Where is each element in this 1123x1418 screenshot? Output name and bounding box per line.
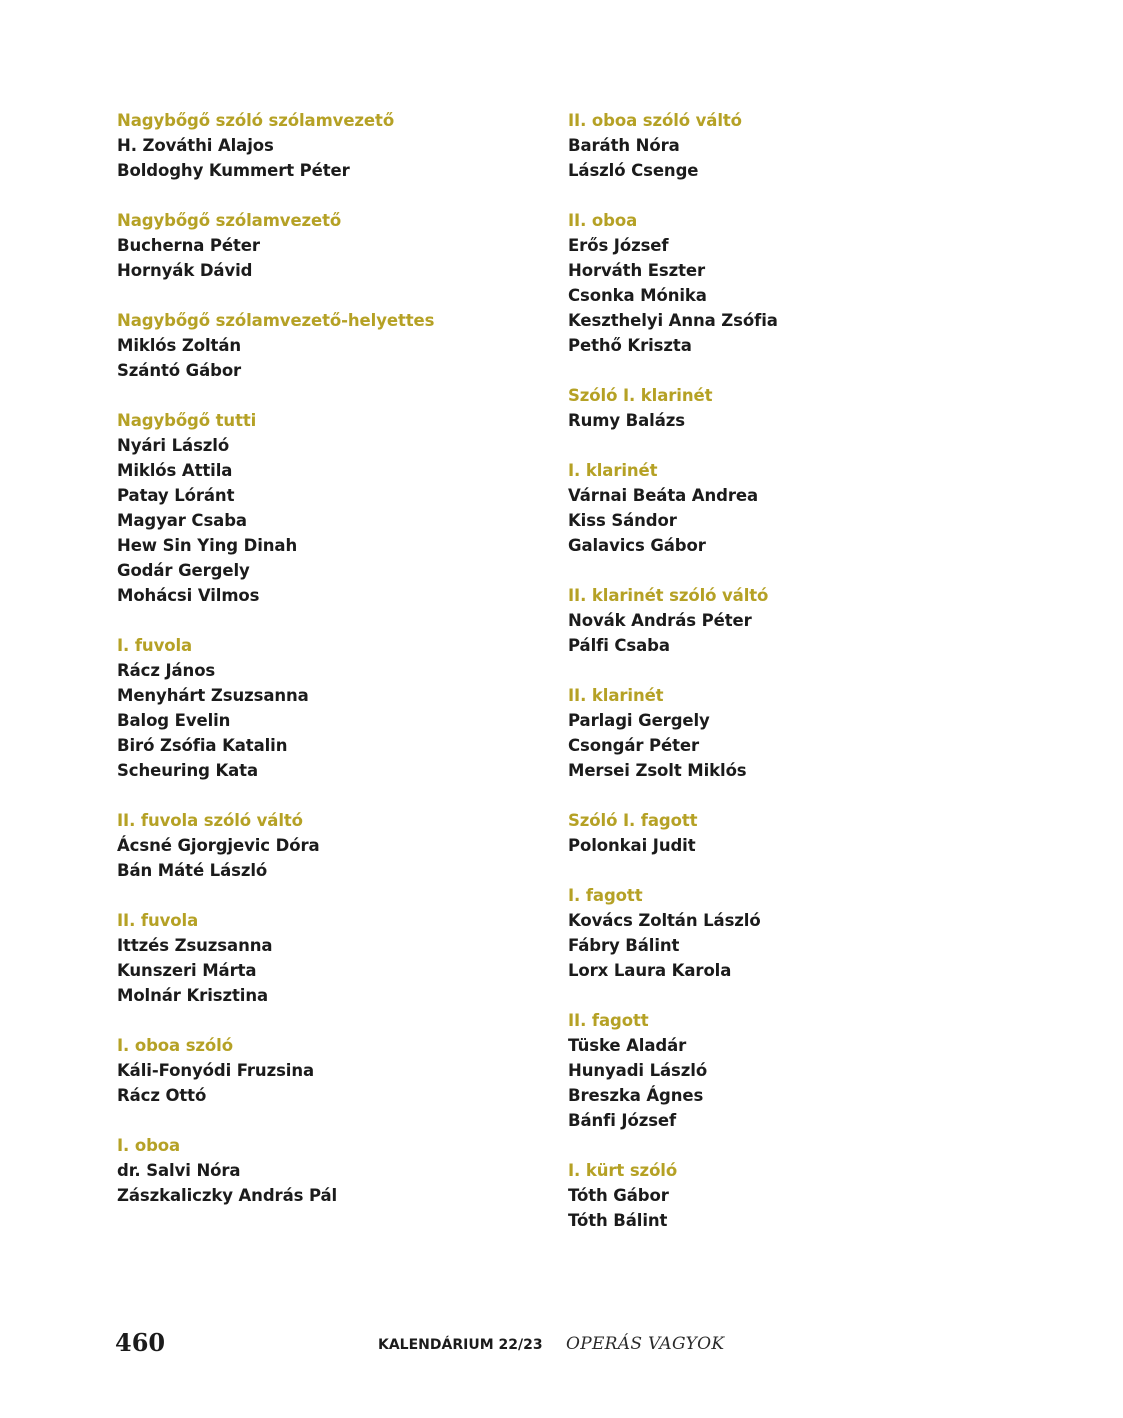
section-heading: Nagybőgő szólamvezető-helyettes bbox=[117, 311, 435, 330]
member-name: Rácz Ottó bbox=[117, 1086, 207, 1105]
roster-section bbox=[117, 908, 547, 1008]
member-name: Keszthelyi Anna Zsófia bbox=[568, 311, 778, 330]
member-name: Menyhárt Zsuzsanna bbox=[117, 686, 309, 705]
member-name: Galavics Gábor bbox=[568, 536, 706, 555]
roster-section bbox=[568, 1158, 998, 1233]
member-name: Mohácsi Vilmos bbox=[117, 586, 260, 605]
member-name: Godár Gergely bbox=[117, 561, 250, 580]
member-name: Erős József bbox=[568, 236, 669, 255]
roster-section bbox=[568, 1008, 998, 1133]
member-name: Szántó Gábor bbox=[117, 361, 242, 380]
section-heading: II. fuvola bbox=[117, 911, 199, 930]
section-heading: II. fuvola szóló váltó bbox=[117, 811, 303, 830]
section-heading: I. fuvola bbox=[117, 636, 193, 655]
roster-section bbox=[568, 883, 998, 983]
member-name: Pálfi Csaba bbox=[568, 636, 670, 655]
member-name: Parlagi Gergely bbox=[568, 711, 710, 730]
roster-section bbox=[117, 108, 547, 183]
member-name: Pethő Kriszta bbox=[568, 336, 692, 355]
member-name: Káli-Fonyódi Fruzsina bbox=[117, 1061, 315, 1080]
member-name: Ácsné Gjorgjevic Dóra bbox=[117, 836, 320, 855]
roster-section bbox=[568, 808, 998, 858]
member-name: Csongár Péter bbox=[568, 736, 700, 755]
roster-section bbox=[568, 208, 998, 358]
member-name: Bán Máté László bbox=[117, 861, 268, 880]
member-name: Rumy Balázs bbox=[568, 411, 685, 430]
member-name: Ittzés Zsuzsanna bbox=[117, 936, 273, 955]
roster-section bbox=[117, 408, 547, 608]
member-name: Miklós Attila bbox=[117, 461, 233, 480]
left-column bbox=[117, 108, 547, 1233]
member-name: Balog Evelin bbox=[117, 711, 231, 730]
publication-title: KALENDÁRIUM 22/23 bbox=[378, 1337, 543, 1353]
roster-section bbox=[117, 208, 547, 283]
member-name: Bánfi József bbox=[568, 1111, 677, 1130]
member-name: Magyar Csaba bbox=[117, 511, 247, 530]
roster-section bbox=[117, 808, 547, 883]
section-heading: Nagybőgő szóló szólamvezető bbox=[117, 111, 395, 130]
member-name: Zászkaliczky András Pál bbox=[117, 1186, 338, 1205]
section-heading: I. oboa bbox=[117, 1136, 181, 1155]
member-name: Tóth Bálint bbox=[568, 1211, 668, 1230]
section-heading: I. klarinét bbox=[568, 461, 658, 480]
section-heading: II. oboa szóló váltó bbox=[568, 111, 742, 130]
section-heading: Nagybőgő tutti bbox=[117, 411, 257, 430]
roster-section bbox=[568, 383, 998, 433]
member-name: Baráth Nóra bbox=[568, 136, 680, 155]
member-name: Lorx Laura Karola bbox=[568, 961, 732, 980]
section-heading: I. kürt szóló bbox=[568, 1161, 678, 1180]
section-heading: II. klarinét bbox=[568, 686, 664, 705]
roster-section bbox=[117, 308, 547, 383]
member-name: Novák András Péter bbox=[568, 611, 752, 630]
member-name: Horváth Eszter bbox=[568, 261, 706, 280]
member-name: Miklós Zoltán bbox=[117, 336, 242, 355]
member-name: Boldoghy Kummert Péter bbox=[117, 161, 350, 180]
section-heading: I. oboa szóló bbox=[117, 1036, 233, 1055]
member-name: H. Zováthi Alajos bbox=[117, 136, 274, 155]
member-name: Kovács Zoltán László bbox=[568, 911, 761, 930]
member-name: Mersei Zsolt Miklós bbox=[568, 761, 747, 780]
roster-section bbox=[117, 1133, 547, 1208]
member-name: Patay Lóránt bbox=[117, 486, 235, 505]
member-name: dr. Salvi Nóra bbox=[117, 1161, 241, 1180]
member-name: Fábry Bálint bbox=[568, 936, 680, 955]
section-heading: II. klarinét szóló váltó bbox=[568, 586, 769, 605]
section-heading: Szóló I. klarinét bbox=[568, 386, 713, 405]
roster-section bbox=[117, 633, 547, 783]
page-number: 460 bbox=[115, 1328, 166, 1357]
member-name: Hornyák Dávid bbox=[117, 261, 253, 280]
section-heading: II. fagott bbox=[568, 1011, 649, 1030]
member-name: Tüske Aladár bbox=[568, 1036, 687, 1055]
member-name: Polonkai Judit bbox=[568, 836, 696, 855]
section-heading: Szóló I. fagott bbox=[568, 811, 698, 830]
member-name: Bucherna Péter bbox=[117, 236, 260, 255]
roster-section bbox=[568, 583, 998, 658]
member-name: Biró Zsófia Katalin bbox=[117, 736, 288, 755]
section-heading: I. fagott bbox=[568, 886, 643, 905]
member-name: Tóth Gábor bbox=[568, 1186, 669, 1205]
member-name: Breszka Ágnes bbox=[568, 1086, 704, 1105]
member-name: Kunszeri Márta bbox=[117, 961, 257, 980]
member-name: Kiss Sándor bbox=[568, 511, 677, 530]
member-name: Nyári László bbox=[117, 436, 230, 455]
publication-subtitle: OPERÁS VAGYOK bbox=[566, 1334, 725, 1354]
member-name: László Csenge bbox=[568, 161, 699, 180]
member-name: Hunyadi László bbox=[568, 1061, 708, 1080]
roster-section bbox=[568, 458, 998, 558]
member-name: Csonka Mónika bbox=[568, 286, 707, 305]
member-name: Scheuring Kata bbox=[117, 761, 258, 780]
member-name: Hew Sin Ying Dinah bbox=[117, 536, 298, 555]
right-column bbox=[568, 108, 998, 1258]
member-name: Rácz János bbox=[117, 661, 216, 680]
page-footer bbox=[0, 1328, 1123, 1362]
roster-section bbox=[568, 683, 998, 783]
member-name: Molnár Krisztina bbox=[117, 986, 269, 1005]
member-name: Várnai Beáta Andrea bbox=[568, 486, 758, 505]
section-heading: Nagybőgő szólamvezető bbox=[117, 211, 342, 230]
roster-section bbox=[117, 1033, 547, 1108]
roster-section bbox=[568, 108, 998, 183]
section-heading: II. oboa bbox=[568, 211, 638, 230]
